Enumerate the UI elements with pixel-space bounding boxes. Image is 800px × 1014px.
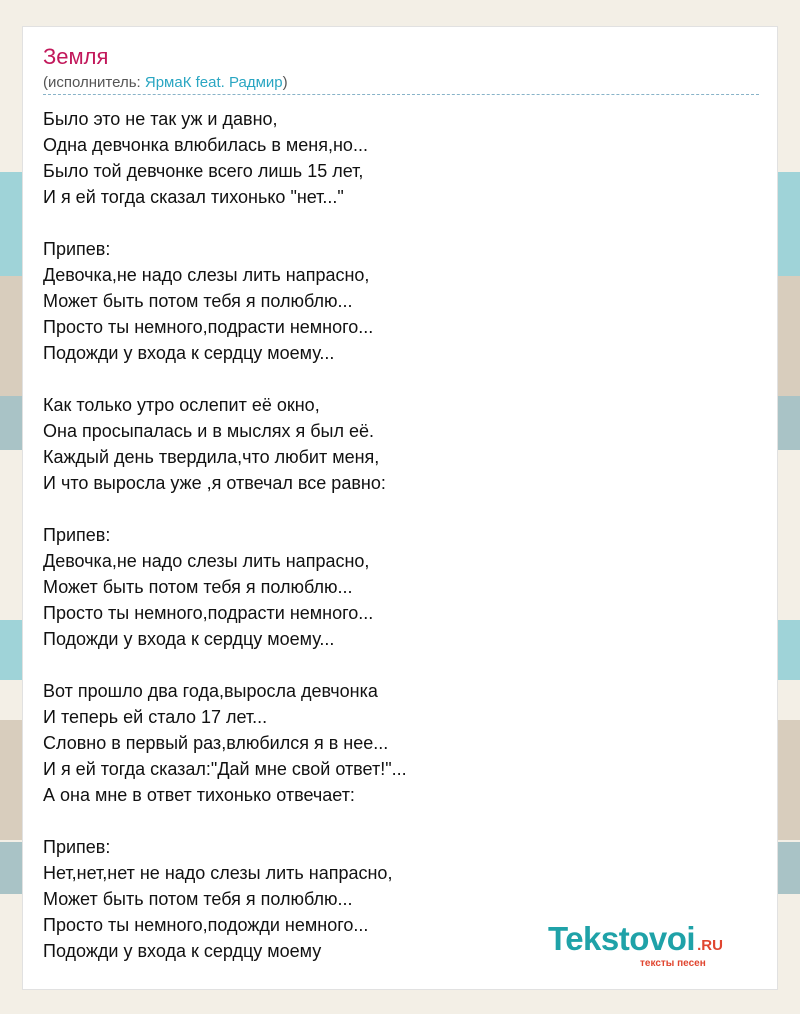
lyrics-line: Она просыпалась и в мыслях я был её. (43, 421, 375, 441)
lyrics-line: Девочка,не надо слезы лить напрасно, (43, 265, 370, 285)
lyrics-line: Может быть потом тебя я полюблю... (43, 889, 353, 909)
lyrics-line: Подожди у входа к сердцу моему... (43, 343, 335, 363)
lyrics-text (43, 106, 759, 964)
lyrics-line: И я ей тогда сказал тихонько "нет..." (43, 187, 344, 207)
lyrics-line: Просто ты немного,подрасти немного... (43, 603, 374, 623)
lyrics-line: Просто ты немного,подожди немного... (43, 915, 369, 935)
artist-meta-prefix: (исполнитель: (43, 74, 145, 91)
lyrics-line: Вот прошло два года,выросла девчонка (43, 681, 378, 701)
lyrics-line: Припев: (43, 239, 111, 259)
artist-meta (43, 74, 759, 95)
lyrics-line: Одна девчонка влюбилась в меня,но... (43, 135, 368, 155)
lyrics-blank-line (43, 210, 759, 236)
lyrics-line: Подожди у входа к сердцу моему... (43, 629, 335, 649)
lyrics-line: Каждый день твердила,что любит меня, (43, 447, 380, 467)
logo-wordmark: Tekstovoi (548, 920, 696, 957)
lyrics-line: Было той девчонке всего лишь 15 лет, (43, 161, 364, 181)
lyrics-line: И я ей тогда сказал:"Дай мне свой ответ!"... (43, 759, 407, 779)
artist-link[interactable]: ЯрмаК feat. Радмир (144, 74, 283, 91)
lyrics-line: Подожди у входа к сердцу моему (43, 941, 322, 961)
lyrics-line: Припев: (43, 837, 111, 857)
logo-domain: .RU (697, 937, 723, 954)
lyrics-blank-line (43, 496, 759, 522)
lyrics-line: И теперь ей стало 17 лет... (43, 707, 268, 727)
lyrics-line: Может быть потом тебя я полюблю... (43, 291, 353, 311)
lyrics-line: Может быть потом тебя я полюблю... (43, 577, 353, 597)
lyrics-blank-line (43, 808, 759, 834)
lyrics-blank-line (43, 652, 759, 678)
lyrics-line: Как только утро ослепит её окно, (43, 395, 320, 415)
lyrics-line: И что выросла уже ,я отвечал все равно: (43, 473, 386, 493)
lyrics-line: Было это не так уж и давно, (43, 109, 278, 129)
lyrics-card (22, 26, 778, 990)
lyrics-line: Припев: (43, 525, 111, 545)
artist-meta-suffix: ) (282, 74, 288, 91)
lyrics-line: Девочка,не надо слезы лить напрасно, (43, 551, 370, 571)
lyrics-line: А она мне в ответ тихонько отвечает: (43, 785, 355, 805)
lyrics-line: Словно в первый раз,влюбился я в нее... (43, 733, 389, 753)
lyrics-line: Нет,нет,нет не надо слезы лить напрасно, (43, 863, 393, 883)
site-logo[interactable] (548, 920, 723, 969)
lyrics-blank-line (43, 366, 759, 392)
logo-tagline: тексты песен (640, 958, 706, 969)
song-title: Земля (43, 44, 109, 69)
lyrics-line: Просто ты немного,подрасти немного... (43, 317, 374, 337)
